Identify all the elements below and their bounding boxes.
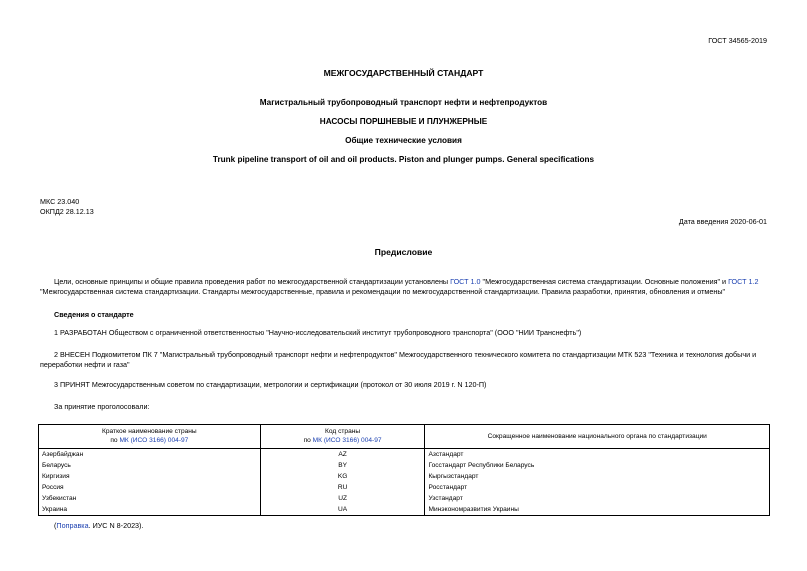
country-cell: Азербайджан	[39, 449, 261, 461]
country-cell: Россия	[39, 482, 261, 493]
item-submitted-by: 2 ВНЕСЕН Подкомитетом ПК 7 "Магистральный трубопроводный транспорт нефти и нефтепродуктов" Межгосударственного технического комитета по стандартизации МТК 523 "Техника и технология добычи и переработки нефти и газа"	[40, 350, 757, 369]
correction-note	[54, 521, 143, 530]
code-cell: BY	[260, 460, 425, 471]
foreword-paragraph	[40, 277, 769, 297]
column-header-prefix: по	[303, 437, 313, 444]
document-title-english: Trunk pipeline transport of oil and oil products. Piston and plunger pumps. General specifications	[212, 155, 595, 164]
organization-cell: Азстандарт	[425, 449, 770, 461]
code-cell: AZ	[260, 449, 425, 461]
header-title: МЕЖГОСУДАРСТВЕННЫЙ СТАНДАРТ	[323, 68, 484, 78]
column-header-label: Краткое наименование страны	[102, 428, 197, 435]
table-row	[39, 471, 770, 482]
table-header-row	[39, 425, 770, 449]
introduction-date: Дата введения 2020-06-01	[678, 217, 767, 226]
table-row	[39, 482, 770, 493]
column-header-prefix: по	[110, 437, 120, 444]
correction-link[interactable]: Поправка	[56, 521, 89, 530]
mk-iso-3166-link[interactable]: МК (ИСО 3166) 004-97	[119, 437, 189, 444]
table-row	[39, 460, 770, 471]
paragraph-text: "Межгосударственная система стандартизации. Стандарты межгосударственные, правила и рекомендации по межгосударственной стандартизации. Правила разработки, принятия, обновления и отмены"	[40, 287, 726, 296]
correction-paren: (	[54, 521, 57, 530]
document-title: НАСОСЫ ПОРШНЕВЫЕ И ПЛУНЖЕРНЫЕ	[319, 117, 488, 126]
item-developed-by: 1 РАЗРАБОТАН Обществом с ограниченной ответственностью "Научно-исследовательский институт трубопроводного транспорта" (ООО "НИИ Транснефть")	[54, 328, 582, 337]
code-cell: RU	[260, 482, 425, 493]
column-header-code	[260, 425, 425, 449]
code-cell: KG	[260, 471, 425, 482]
foreword-heading: Предисловие	[374, 247, 433, 257]
column-header-organization: Сокращенное наименование национального органа по стандартизации	[425, 425, 770, 449]
document-title-sub: Общие технические условия	[345, 136, 462, 145]
table-row	[39, 449, 770, 461]
okpd-code: ОКПД2 28.12.13	[40, 207, 94, 216]
countries-table	[38, 424, 770, 516]
country-cell: Киргизия	[39, 471, 261, 482]
column-header-country	[39, 425, 261, 449]
mk-iso-3166-link[interactable]: МК (ИСО 3166) 004-97	[312, 437, 382, 444]
gost-1-2-link[interactable]: ГОСТ 1.2	[728, 277, 759, 286]
vote-label: За принятие проголосовали:	[54, 402, 150, 411]
paragraph-text: Цели, основные принципы и общие правила проведения работ по межгосударственной стандартизации установлены	[54, 277, 451, 286]
organization-cell: Минэкономразвития Украины	[425, 504, 770, 516]
country-cell: Украина	[39, 504, 261, 516]
column-header-label: Код страны	[325, 428, 361, 435]
organization-cell: Росстандарт	[425, 482, 770, 493]
table-row	[39, 493, 770, 504]
paragraph-text: "Межгосударственная система стандартизации. Основные положения" и	[480, 277, 729, 286]
correction-text: . ИУС N 8-2023).	[88, 521, 144, 530]
item-adopted-by: 3 ПРИНЯТ Межгосударственным советом по стандартизации, метрологии и сертификации (протокол от 30 июля 2019 г. N 120-П)	[54, 380, 487, 389]
gost-1-0-link[interactable]: ГОСТ 1.0	[450, 277, 481, 286]
standard-info-heading: Сведения о стандарте	[54, 310, 134, 319]
mks-code: МКС 23.040	[40, 197, 80, 206]
table-row	[39, 504, 770, 516]
code-cell: UZ	[260, 493, 425, 504]
organization-cell: Кыргызстандарт	[425, 471, 770, 482]
organization-cell: Госстандарт Республики Беларусь	[425, 460, 770, 471]
country-cell: Узбекистан	[39, 493, 261, 504]
document-subtitle: Магистральный трубопроводный транспорт нефти и нефтепродуктов	[259, 98, 548, 107]
code-cell: UA	[260, 504, 425, 516]
country-cell: Беларусь	[39, 460, 261, 471]
document-number: ГОСТ 34565-2019	[708, 36, 767, 45]
organization-cell: Узстандарт	[425, 493, 770, 504]
